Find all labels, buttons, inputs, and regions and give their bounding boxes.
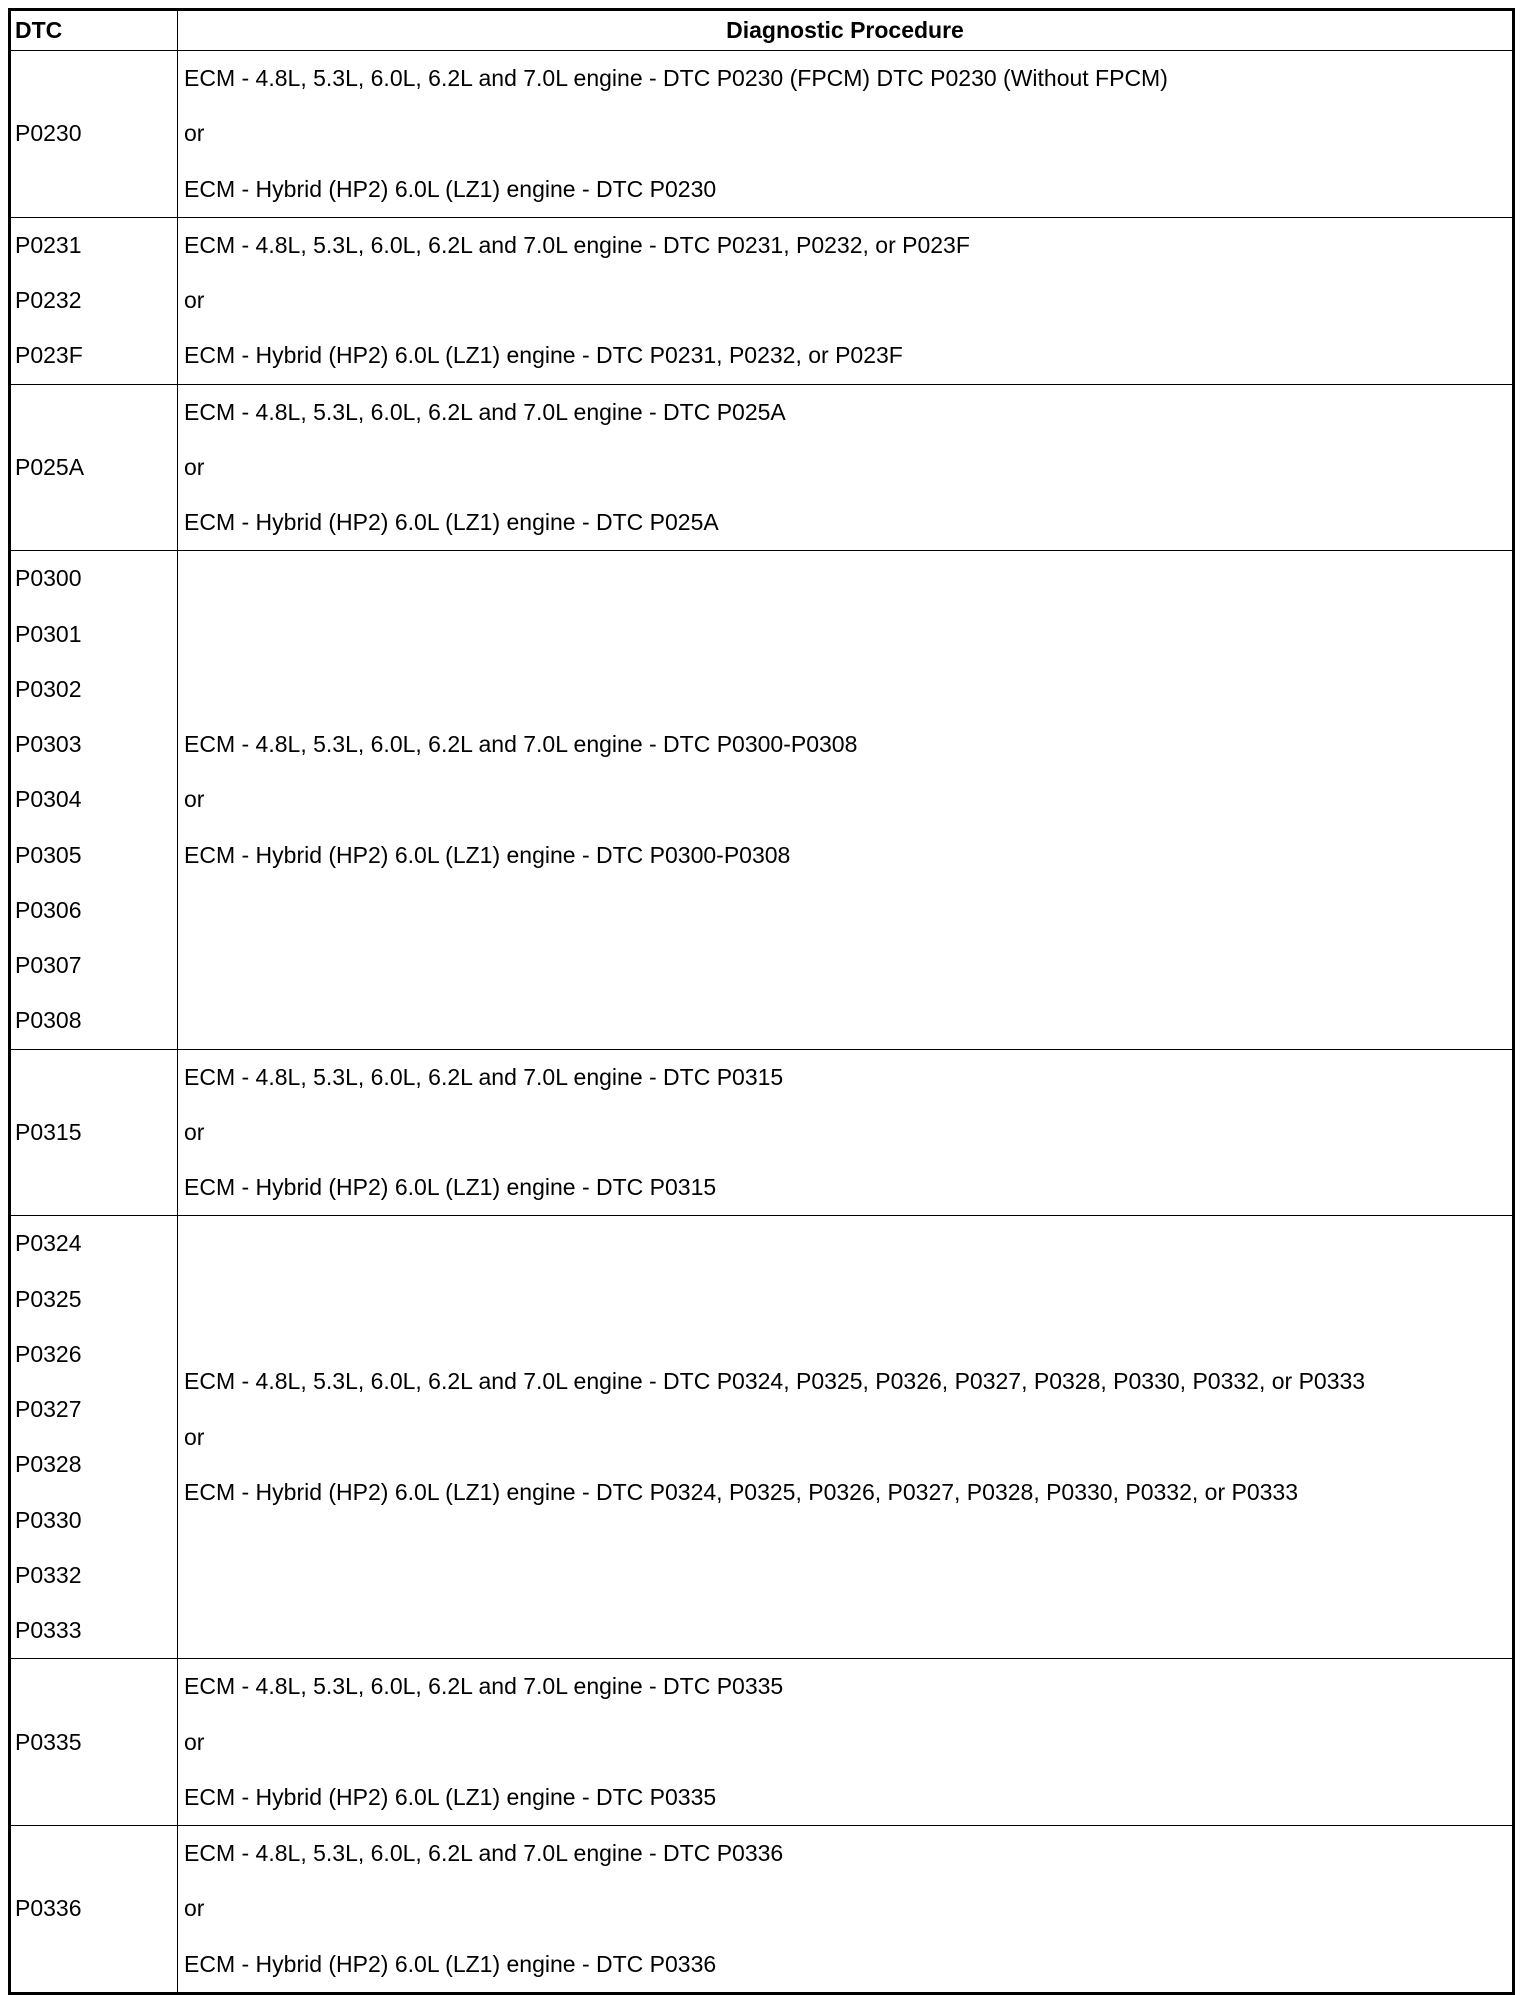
procedure-line: ECM - 4.8L, 5.3L, 6.0L, 6.2L and 7.0L engine - DTC P0336 bbox=[184, 1840, 784, 1866]
table-row bbox=[10, 1049, 1514, 1216]
procedure-column-header: Diagnostic Procedure bbox=[178, 10, 1514, 51]
procedure-cell bbox=[178, 1216, 1514, 1659]
dtc-code: P0300 bbox=[15, 565, 82, 592]
dtc-cell bbox=[10, 1216, 178, 1659]
dtc-code: P0304 bbox=[15, 786, 82, 813]
procedure-line: ECM - Hybrid (HP2) 6.0L (LZ1) engine - DTC P0335 bbox=[184, 1783, 717, 1810]
procedure-line: ECM - 4.8L, 5.3L, 6.0L, 6.2L and 7.0L engine - DTC P0230 (FPCM) DTC P0230 (Without FPCM) bbox=[184, 65, 1168, 91]
procedure-line: ECM - 4.8L, 5.3L, 6.0L, 6.2L and 7.0L engine - DTC P0231, P0232, or P023F bbox=[184, 231, 970, 258]
procedure-separator: or bbox=[184, 120, 205, 147]
dtc-code: P0232 bbox=[15, 287, 82, 313]
procedure-separator: or bbox=[184, 1118, 205, 1145]
procedure-line: ECM - Hybrid (HP2) 6.0L (LZ1) engine - DTC P0300-P0308 bbox=[184, 841, 791, 868]
dtc-cell bbox=[10, 1659, 178, 1826]
dtc-code: P0328 bbox=[15, 1451, 82, 1478]
procedure-cell bbox=[178, 1826, 1514, 1994]
procedure-separator: or bbox=[184, 287, 205, 313]
procedure-line: ECM - Hybrid (HP2) 6.0L (LZ1) engine - DTC P0315 bbox=[184, 1174, 717, 1200]
procedure-separator: or bbox=[184, 1423, 205, 1450]
dtc-code: P0332 bbox=[15, 1561, 82, 1588]
procedure-line: ECM - Hybrid (HP2) 6.0L (LZ1) engine - DTC P0230 bbox=[184, 175, 717, 202]
procedure-separator: or bbox=[184, 453, 205, 480]
procedure-cell bbox=[178, 384, 1514, 551]
dtc-code: P0306 bbox=[15, 896, 82, 923]
dtc-code: P0327 bbox=[15, 1396, 82, 1422]
dtc-cell bbox=[10, 51, 178, 218]
dtc-table bbox=[8, 8, 1515, 1995]
header-row bbox=[10, 10, 1514, 51]
dtc-code: P025A bbox=[15, 453, 85, 480]
table-row bbox=[10, 1659, 1514, 1826]
procedure-line: ECM - 4.8L, 5.3L, 6.0L, 6.2L and 7.0L engine - DTC P025A bbox=[184, 398, 786, 425]
procedure-line: ECM - 4.8L, 5.3L, 6.0L, 6.2L and 7.0L engine - DTC P0335 bbox=[184, 1673, 784, 1700]
table-row bbox=[10, 217, 1514, 384]
dtc-code: P0315 bbox=[15, 1118, 82, 1145]
procedure-separator: or bbox=[184, 1895, 205, 1922]
dtc-code: P023F bbox=[15, 342, 83, 369]
table-row bbox=[10, 551, 1514, 1049]
dtc-code: P0302 bbox=[15, 675, 82, 702]
dtc-code: P0301 bbox=[15, 620, 82, 647]
dtc-code: P0335 bbox=[15, 1728, 82, 1755]
procedure-line: ECM - Hybrid (HP2) 6.0L (LZ1) engine - DTC P025A bbox=[184, 509, 719, 535]
dtc-code: P0325 bbox=[15, 1285, 82, 1312]
procedure-line: ECM - Hybrid (HP2) 6.0L (LZ1) engine - DTC P0231, P0232, or P023F bbox=[184, 342, 903, 369]
dtc-cell bbox=[10, 1826, 178, 1994]
dtc-code: P0336 bbox=[15, 1895, 82, 1922]
dtc-code: P0303 bbox=[15, 731, 82, 757]
table-row bbox=[10, 51, 1514, 218]
procedure-separator: or bbox=[184, 1728, 205, 1755]
table-body bbox=[10, 51, 1514, 1994]
dtc-code: P0333 bbox=[15, 1617, 82, 1643]
dtc-column-header: DTC bbox=[10, 10, 178, 51]
procedure-cell bbox=[178, 551, 1514, 1049]
dtc-code: P0230 bbox=[15, 120, 82, 147]
dtc-code: P0326 bbox=[15, 1340, 82, 1367]
dtc-cell bbox=[10, 1049, 178, 1216]
procedure-cell bbox=[178, 217, 1514, 384]
dtc-cell bbox=[10, 384, 178, 551]
dtc-code: P0330 bbox=[15, 1506, 82, 1533]
dtc-code: P0308 bbox=[15, 1007, 82, 1034]
procedure-line: ECM - 4.8L, 5.3L, 6.0L, 6.2L and 7.0L engine - DTC P0315 bbox=[184, 1063, 784, 1090]
dtc-code: P0307 bbox=[15, 952, 82, 978]
procedure-line: ECM - Hybrid (HP2) 6.0L (LZ1) engine - DTC P0336 bbox=[184, 1950, 717, 1977]
procedure-cell bbox=[178, 1049, 1514, 1216]
procedure-line: ECM - 4.8L, 5.3L, 6.0L, 6.2L and 7.0L engine - DTC P0324, P0325, P0326, P0327, P0328, P0330, P0332, or P0333 bbox=[184, 1368, 1366, 1395]
procedure-separator: or bbox=[184, 786, 205, 813]
procedure-cell bbox=[178, 1659, 1514, 1826]
dtc-cell bbox=[10, 551, 178, 1049]
procedure-cell bbox=[178, 51, 1514, 218]
table-row bbox=[10, 1216, 1514, 1659]
table-row bbox=[10, 1826, 1514, 1994]
procedure-line: ECM - Hybrid (HP2) 6.0L (LZ1) engine - DTC P0324, P0325, P0326, P0327, P0328, P0330, P0332, or P0333 bbox=[184, 1478, 1299, 1505]
dtc-code: P0324 bbox=[15, 1230, 82, 1257]
dtc-cell bbox=[10, 217, 178, 384]
procedure-line: ECM - 4.8L, 5.3L, 6.0L, 6.2L and 7.0L engine - DTC P0300-P0308 bbox=[184, 731, 858, 757]
dtc-code: P0305 bbox=[15, 841, 82, 868]
dtc-code: P0231 bbox=[15, 231, 82, 258]
table-row bbox=[10, 384, 1514, 551]
